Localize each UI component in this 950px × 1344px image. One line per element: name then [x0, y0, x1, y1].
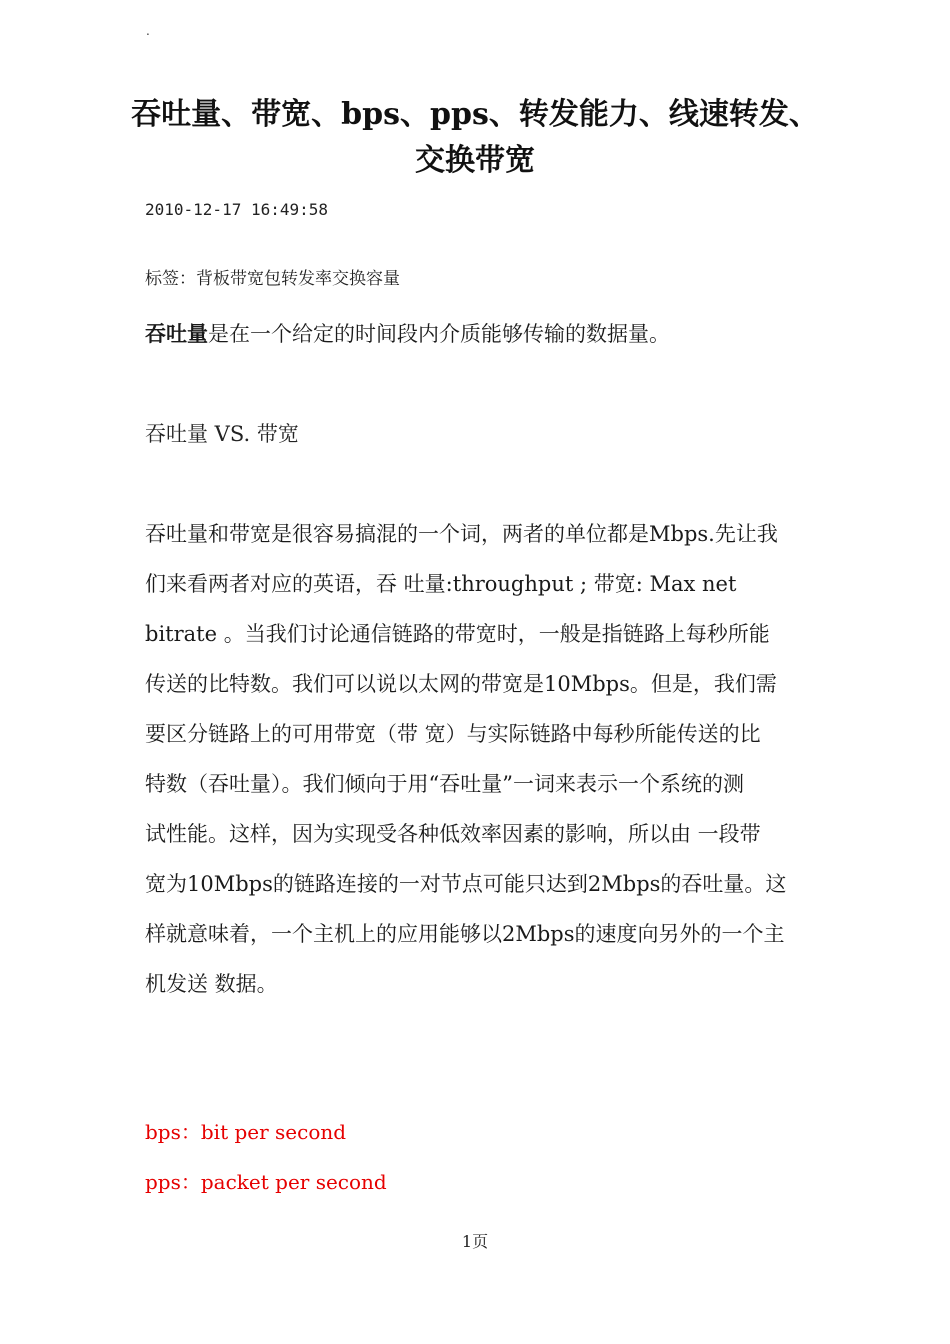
- body-line: 吞吐量和带宽是很容易搞混的一个词，两者的单位都是Mbps.先让我: [145, 522, 778, 546]
- body-line: 样就意味着，一个主机上的应用能够以2Mbps的速度向另外的一个主: [145, 922, 785, 946]
- page-marker-dot: .: [146, 24, 150, 38]
- pps-definition: pps：packet per second: [145, 1170, 387, 1194]
- section-heading-vs: 吞吐量 VS. 带宽: [145, 422, 299, 446]
- title-line-2: 交换带宽: [415, 143, 535, 178]
- body-paragraph: [145, 509, 821, 1009]
- body-line: bitrate 。当我们讨论通信链路的带宽时，一般是指链路上每秒所能: [145, 622, 770, 646]
- publish-date: 2010-12-17 16:49:58: [145, 200, 329, 219]
- body-line: 们来看两者对应的英语，吞 吐量:throughput ; 带宽: Max net: [145, 572, 737, 596]
- lead-term: 吞吐量: [145, 321, 208, 346]
- page-number: 1页: [461, 1232, 489, 1251]
- body-line: 特数（吞吐量）。我们倾向于用“吞吐量”一词来表示一个系统的测: [145, 772, 744, 796]
- body-line: 试性能。这样，因为实现受各种低效率因素的影响，所以由 一段带: [145, 822, 761, 846]
- body-line: 要区分链路上的可用带宽（带 宽）与实际链路中每秒所能传送的比: [145, 722, 761, 746]
- lead-paragraph: [145, 318, 670, 348]
- title-line-1: 吞吐量、带宽、bps、pps、转发能力、线速转发、: [131, 97, 819, 132]
- body-line: 宽为10Mbps的链路连接的一对节点可能只达到2Mbps的吞吐量。这: [145, 872, 787, 896]
- body-line: 机发送 数据。: [145, 972, 278, 996]
- tags-line: 标签：背板带宽包转发率交换容量: [145, 269, 400, 289]
- lead-definition: 是在一个给定的时间段内介质能够传输的数据量。: [208, 322, 670, 346]
- body-line: 传送的比特数。我们可以说以太网的带宽是10Mbps。但是，我们需: [145, 672, 777, 696]
- article-title: [120, 92, 830, 184]
- bps-definition: bps：bit per second: [145, 1120, 347, 1144]
